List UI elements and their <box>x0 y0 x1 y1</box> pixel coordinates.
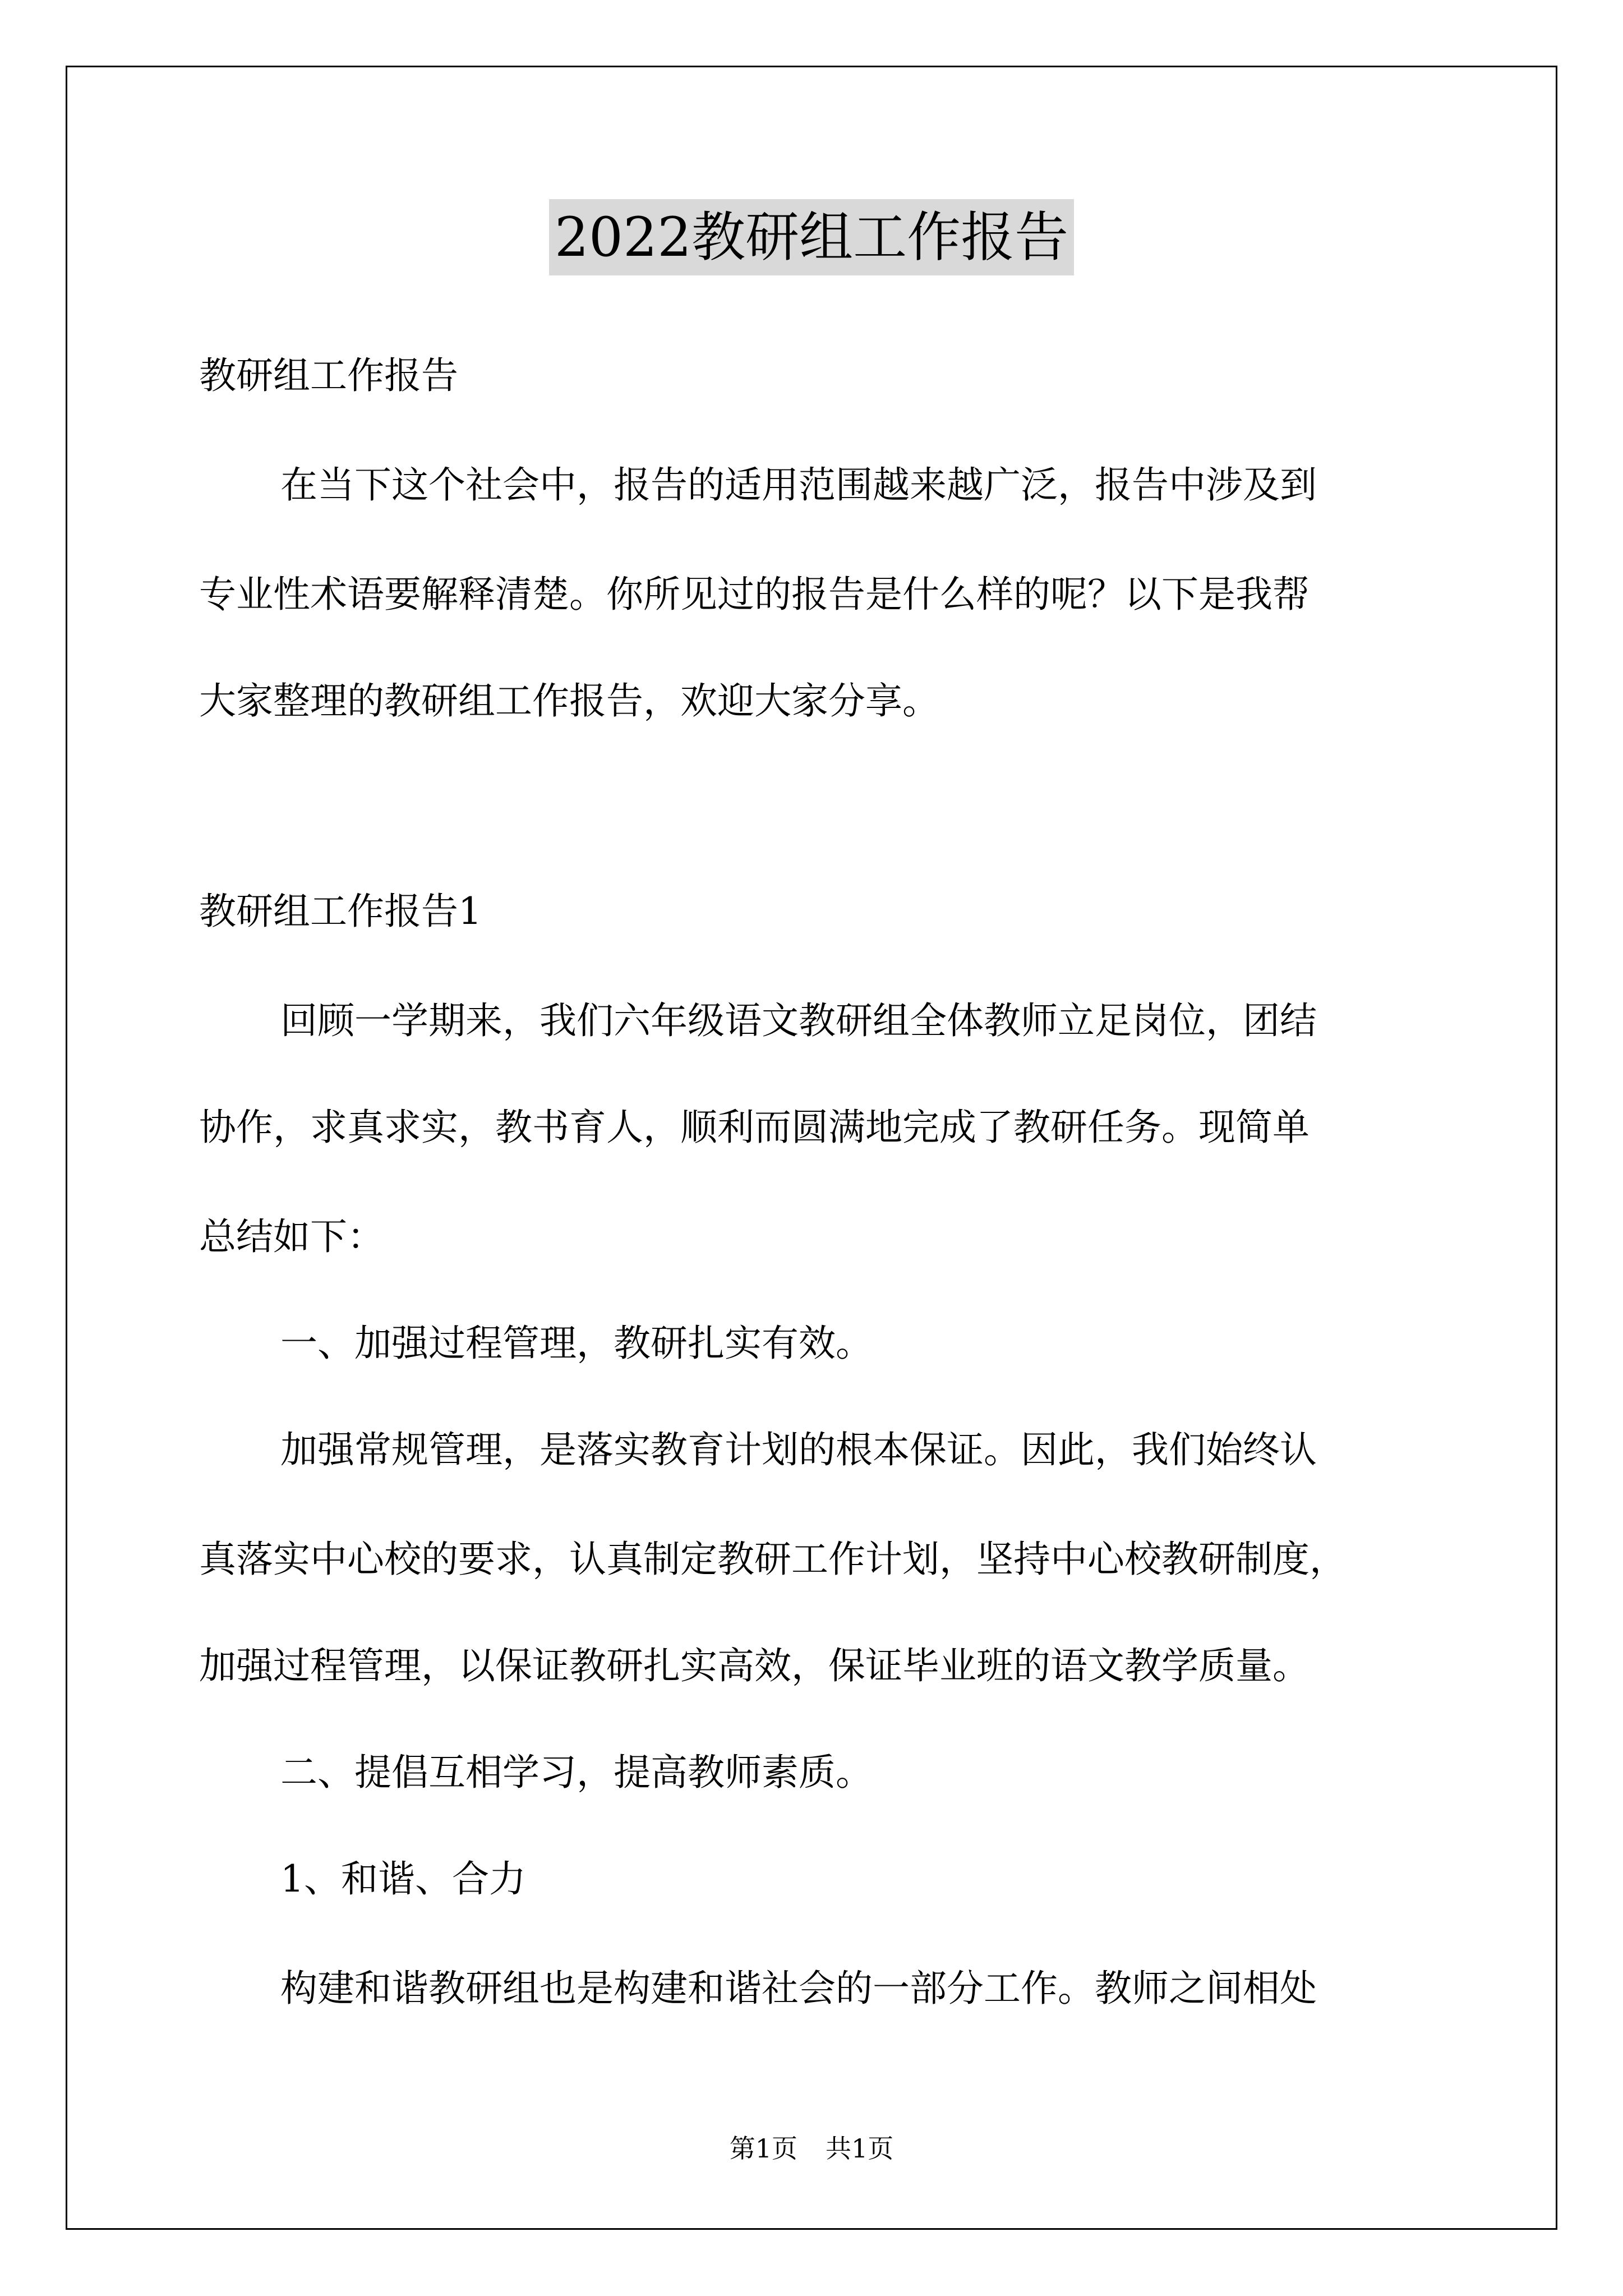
body-line: 回顾一学期来，我们六年级语文教研组全体教师立足岗位，团结 <box>280 999 1317 1042</box>
body-line: 大家整理的教研组工作报告，欢迎大家分享。 <box>199 679 939 723</box>
body-line: 协作，求真求实，教书育人，顺利而圆满地完成了教研任务。现简单 <box>199 1106 1310 1149</box>
body-line: 一、加强过程管理，教研扎实有效。 <box>280 1322 873 1365</box>
body-line: 加强常规管理，是落实教育计划的根本保证。因此，我们始终认 <box>280 1428 1317 1471</box>
body-line: 构建和谐教研组也是构建和谐社会的一部分工作。教师之间相处 <box>280 1967 1317 2010</box>
body-line: 总结如下： <box>199 1215 384 1258</box>
subtitle-line: 教研组工作报告 <box>199 354 458 397</box>
document-title-block <box>0 199 1623 275</box>
document-title: 2022教研组工作报告 <box>549 199 1074 275</box>
page-footer <box>0 2132 1623 2165</box>
body-line: 1、和谐、合力 <box>280 1857 526 1901</box>
page-count: 共1页 <box>826 2133 894 2164</box>
section-heading: 教研组工作报告1 <box>199 890 482 933</box>
body-line: 真落实中心校的要求，认真制定教研工作计划，坚持中心校教研制度， <box>199 1538 1347 1581</box>
body-line: 在当下这个社会中，报告的适用范围越来越广泛，报告中涉及到 <box>280 463 1317 507</box>
body-line: 二、提倡互相学习，提高教师素质。 <box>280 1751 873 1794</box>
body-line: 加强过程管理，以保证教研扎实高效，保证毕业班的语文教学质量。 <box>199 1644 1310 1687</box>
page-number: 第1页 <box>729 2133 797 2164</box>
body-line: 专业性术语要解释清楚。你所见过的报告是什么样的呢？以下是我帮 <box>199 573 1310 616</box>
